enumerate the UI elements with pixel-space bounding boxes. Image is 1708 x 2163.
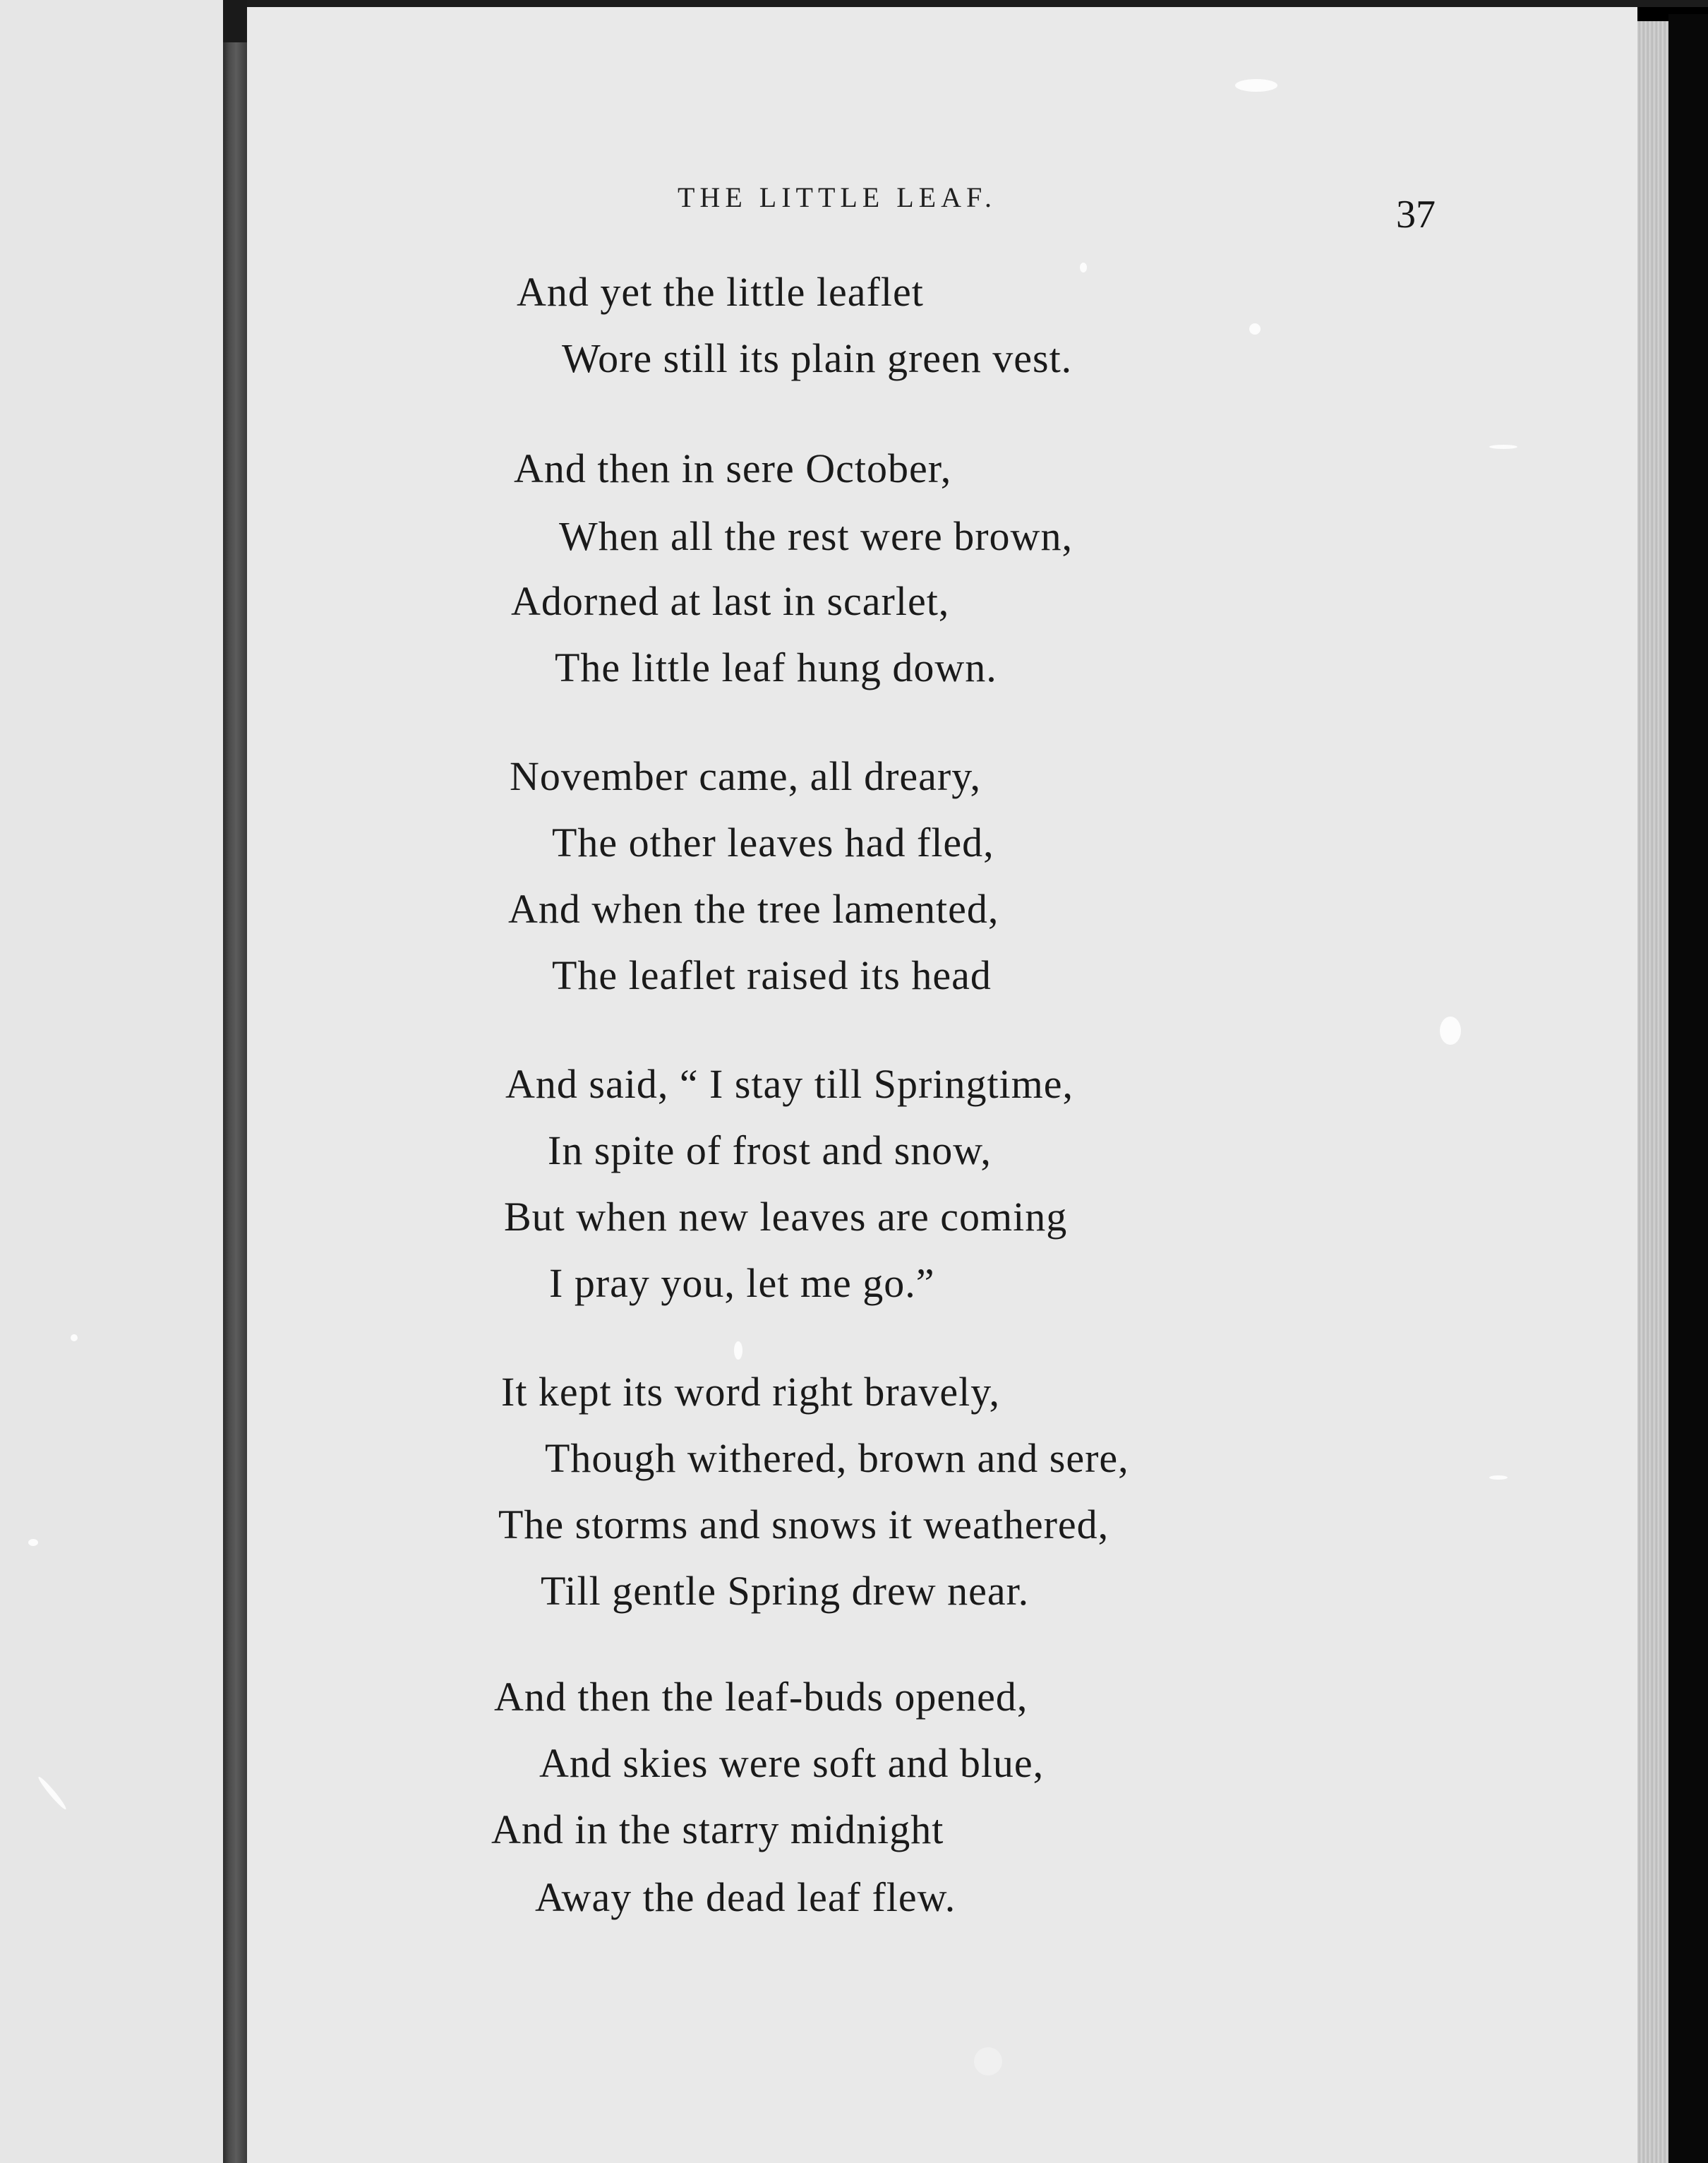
poem-line: Adorned at last in scarlet, — [511, 578, 950, 624]
poem-line: I pray you, let me go.” — [549, 1260, 935, 1306]
poem-line: And then the leaf-buds opened, — [494, 1674, 1028, 1720]
poem-line: The leaflet raised its head — [552, 952, 992, 998]
poem-line: Away the dead leaf flew. — [535, 1874, 956, 1920]
poem-line: Wore still its plain green vest. — [562, 335, 1073, 381]
poem-line: In spite of frost and snow, — [548, 1127, 992, 1173]
poem-line: And said, “ I stay till Springtime, — [505, 1061, 1074, 1107]
poem-line: And skies were soft and blue, — [539, 1740, 1045, 1786]
poem-line: November came, all dreary, — [510, 753, 981, 799]
poem-line: Though withered, brown and sere, — [545, 1435, 1129, 1481]
poem-line: But when new leaves are coming — [504, 1194, 1068, 1240]
poem-line: And in the starry midnight — [491, 1807, 944, 1852]
poem-line: The storms and snows it weathered, — [498, 1502, 1109, 1547]
poem-line: When all the rest were brown, — [559, 513, 1073, 559]
page-number: 37 — [1396, 193, 1436, 236]
running-head: THE LITTLE LEAF. — [678, 181, 997, 213]
poem-line: It kept its word right bravely, — [501, 1369, 1000, 1415]
poem-line: And yet the little leaflet — [517, 269, 924, 315]
poem-line: The other leaves had fled, — [552, 820, 994, 865]
poem-line: And when the tree lamented, — [508, 886, 999, 932]
poem-line: Till gentle Spring drew near. — [541, 1568, 1030, 1614]
poem-line: And then in sere October, — [514, 445, 952, 491]
poem-line: The little leaf hung down. — [555, 645, 997, 690]
